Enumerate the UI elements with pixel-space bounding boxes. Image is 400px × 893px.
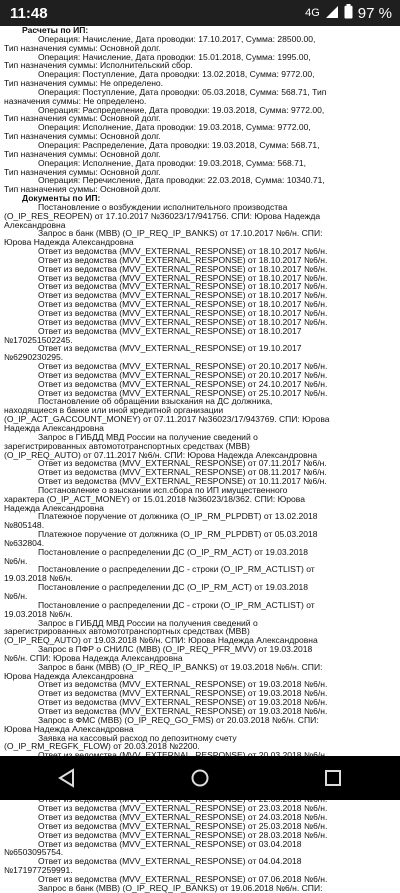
status-bar: [0, 0, 400, 26]
document-line: Юрова Надежда Александровна: [4, 723, 134, 734]
document-line: Ответ из ведомства (MVV_EXTERNAL_RESPONSE) от 19.03.2018 №6/н.: [38, 697, 328, 708]
document-line: Операция: Начисление, Дата проводки: 17.10.2017, Сумма: 28500.00,: [38, 33, 316, 44]
document-line: Запрос в ФМС (МВВ) (O_IP_REQ_GO_FMS) от 20.03.2018 №6/н. СПИ:: [38, 714, 319, 725]
document-line: Операция: Распределение, Дата проводки: 19.03.2018, Сумма: 9772.00,: [38, 104, 325, 115]
document-line: Постановление о распределении ДС (O_IP_RM_ACT) от 19.03.2018: [38, 546, 309, 557]
document-line: 19.03.2018 №6/н.: [4, 573, 73, 584]
document-line: Ответ из ведомства (MVV_EXTERNAL_RESPONSE) от 04.04.2018: [38, 856, 302, 867]
document-line: Ответ из ведомства (MVV_EXTERNAL_RESPONSE) от 18.10.2017 №6/н.: [38, 246, 328, 257]
document-line: Постановление о возбуждении исполнительного производства: [38, 201, 288, 212]
document-line: (O_IP_REQ_AUTO) от 19.03.2018 №6/н. СПИ: Юрова Надежда Александровна: [4, 635, 318, 646]
battery-icon: [344, 4, 353, 22]
document-line: Ответ из ведомства (MVV_EXTERNAL_RESPONSE) от 18.10.2017 №6/н.: [38, 254, 328, 265]
document-line: (O_IP_ACT_GACCOUNT_MONEY) от 07.11.2017 №36023/17/943769. СПИ: Юрова: [4, 414, 330, 425]
document-line: Ответ из ведомства (MVV_EXTERNAL_RESPONSE) от 18.10.2017 №6/н.: [38, 281, 328, 292]
document-line: Ответ из ведомства (MVV_EXTERNAL_RESPONSE) от 07.06.2018 №6/н.: [38, 874, 328, 884]
document-line: (O_IP_RES_REOPEN) от 17.10.2017 №36023/17/941756. СПИ: Юрова Надежда: [4, 210, 321, 221]
status-icons: [305, 0, 392, 26]
document-line: Постановление об обращении взыскания на ДС должника,: [38, 396, 273, 407]
document-line: №170251502245.: [4, 334, 73, 345]
document-line: Надежда Александровна: [4, 502, 104, 513]
document-line: Ответ из ведомства (MVV_EXTERNAL_RESPONSE) от 10.11.2017 №6/н.: [38, 476, 327, 487]
document-line: Александровна: [4, 219, 66, 230]
document-line: Ответ из ведомства (MVV_EXTERNAL_RESPONSE) от 20.10.2017 №6/н.: [38, 361, 328, 372]
document-line: Ответ из ведомства (MVV_EXTERNAL_RESPONSE) от 19.10.2017: [38, 343, 302, 354]
document-line: Ответ из ведомства (MVV_EXTERNAL_RESPONSE) от 18.10.2017: [38, 325, 302, 336]
document-line: Постановление о распределении ДС - строки (O_IP_RM_ACTLIST) от: [38, 599, 315, 610]
document-line: №6/н.: [4, 591, 28, 601]
document-line: №6/н. СПИ: Юрова Надежда Александровна: [4, 652, 183, 663]
document-line: Ответ из ведомства (MVV_EXTERNAL_RESPONSE) от 19.03.2018 №6/н.: [38, 705, 328, 716]
document-line: №6/н.: [4, 555, 28, 566]
document-line: Тип назначения суммы: Основной долг.: [4, 166, 161, 177]
network-type-label: 4G: [305, 7, 320, 19]
battery-percent: 97 %: [357, 4, 392, 22]
back-button[interactable]: [37, 756, 97, 800]
document-line: 19.03.2018 №6/н.: [4, 608, 73, 619]
document-line: Ответ из ведомства (MVV_EXTERNAL_RESPONSE) от 08.11.2017 №6/н.: [38, 467, 327, 478]
document-line: назначения суммы: Не определено.: [4, 95, 147, 106]
document-line: №171977259991.: [4, 865, 73, 876]
document-line: Ответ из ведомства (MVV_EXTERNAL_RESPONSE) от 19.03.2018 №6/н.: [38, 679, 328, 690]
signal-icon: [325, 5, 339, 22]
document-line: Операция: Исполнение, Дата проводки: 19.03.2018, Сумма: 9772.00,: [38, 122, 311, 133]
document-line: Операция: Начисление, Дата проводки: 15.01.2018, Сумма: 1995.00,: [38, 51, 311, 62]
document-line: зарегистрированных автомототранспортных средствах (МВВ): [4, 440, 250, 451]
document-line: Тип назначения суммы: Основной долг.: [4, 42, 161, 53]
document-line: (O_IP_REQ_AUTO) от 07.11.2017 №6/н. СПИ: Юрова Надежда Александровна: [4, 449, 318, 460]
document-line: Операция: Поступление, Дата проводки: 13.02.2018, Сумма: 9772.00,: [38, 69, 315, 80]
document-line: Ответ из ведомства (MVV_EXTERNAL_RESPONSE) от 24.10.2017 №6/н.: [38, 378, 328, 389]
document-line: Ответ из ведомства (MVV_EXTERNAL_RESPONSE) от 28.03.2018 №6/н.: [38, 829, 328, 840]
document-line: Тип назначения суммы: Основной долг.: [4, 184, 161, 195]
document-line: Ответ из ведомства (MVV_EXTERNAL_RESPONSE) от 18.10.2017 №6/н.: [38, 316, 328, 327]
home-circle-icon: [190, 768, 210, 788]
document-line: Запрос в ПФР о СНИЛС (МВВ) (O_IP_REQ_PFR_MVV) от 19.03.2018: [38, 644, 313, 655]
document-line: Операция: Распределение, Дата проводки: 19.03.2018, Сумма: 568.71,: [38, 139, 320, 150]
recents-square-icon: [323, 768, 343, 788]
document-line: №632804.: [4, 537, 45, 548]
document-line: Постановление о распределении ДС - строки (O_IP_RM_ACTLIST) от: [38, 564, 315, 575]
document-line: Ответ из ведомства (MVV_EXTERNAL_RESPONSE) от 25.10.2017 №6/н.: [38, 387, 328, 398]
document-line: Ответ из ведомства (MVV_EXTERNAL_RESPONSE) от 03.04.2018: [38, 838, 302, 849]
document-line: Ответ из ведомства (MVV_EXTERNAL_RESPONSE) от 18.10.2017 №6/н.: [38, 308, 328, 318]
document-line: Операция: Перечисление, Дата проводки: 22.03.2018, Сумма: 10340.71,: [38, 175, 325, 186]
document-line: Тип назначения суммы: Исполнительский сбор.: [4, 60, 193, 71]
document-line: Ответ из ведомства (MVV_EXTERNAL_RESPONSE) от 18.10.2017 №6/н.: [38, 299, 328, 310]
document-line: Ответ из ведомства (MVV_EXTERNAL_RESPONSE) от 18.10.2017 №6/н.: [38, 263, 328, 274]
back-triangle-icon: [57, 768, 77, 788]
document-line: Операция: Поступление, Дата проводки: 05.03.2018, Сумма: 568.71, Тип: [38, 86, 327, 97]
document-line: Запрос в банк (МВВ) (O_IP_REQ_IP_BANKS) от 19.03.2018 №6/н. СПИ:: [38, 661, 323, 672]
document-line: Запрос в банк (МВВ) (O_IP_REQ_IP_BANKS) от 19.06.2018 №6/н. СПИ:: [38, 882, 323, 893]
document-line: Запрос в ГИБДД МВД России на получения сведений о: [38, 617, 258, 628]
document-text-area[interactable]: [0, 25, 400, 893]
document-line: Платежное поручение от должника (O_IP_RM_PLPDBT) от 13.02.2018: [38, 511, 318, 522]
document-line: (O_IP_RM_REGFK_FLOW) от 20.03.2018 №2200.: [4, 741, 200, 752]
document-line: характера (O_IP_ACT_MONEY) от 15.01.2018 №36023/18/362. СПИ: Юрова: [4, 493, 305, 504]
navigation-bar: [0, 756, 400, 800]
document-line: Запрос в ГИБДД МВД России на получение сведений о: [38, 431, 258, 442]
document-line: Ответ из ведомства (MVV_EXTERNAL_RESPONSE) от 20.10.2017 №6/н.: [38, 369, 328, 380]
document-line: Ответ из ведомства (MVV_EXTERNAL_RESPONSE) от 18.10.2017 №6/н.: [38, 290, 328, 301]
status-time: 11:48: [10, 4, 48, 22]
document-line: находящиеся в банке или иной кредитной организации: [4, 405, 224, 416]
document-line: Надежда Александровна: [4, 422, 104, 433]
document-line: №805148.: [4, 520, 45, 531]
document-line: Постановление о распределении ДС (O_IP_RM_ACT) от 19.03.2018: [38, 582, 309, 593]
document-line: Ответ из ведомства (MVV_EXTERNAL_RESPONSE) от 19.03.2018 №6/н.: [38, 688, 328, 699]
document-line: Юрова Надежда Александровна: [4, 670, 134, 681]
home-button[interactable]: [170, 756, 230, 800]
document-line: Операция: Исполнение, Дата проводки: 19.03.2018, Сумма: 568.71,: [38, 157, 306, 168]
document-line: Ответ из ведомства (MVV_EXTERNAL_RESPONSE) от 25.03.2018 №6/н.: [38, 820, 328, 831]
document-line: №6503095754.: [4, 847, 64, 858]
section-heading: Документы по ИП:: [22, 193, 101, 204]
document-line: Постановление о взыскании исп.сбора по ИП имущественного: [38, 484, 288, 495]
document-line: Ответ из ведомства (MVV_EXTERNAL_RESPONSE) от 18.10.2017 №6/н.: [38, 272, 328, 283]
document-line: Тип назначения суммы: Основной долг.: [4, 131, 161, 142]
document-line: Ответ из ведомства (MVV_EXTERNAL_RESPONSE) от 07.11.2017 №6/н.: [38, 458, 327, 469]
document-line: №6290230295.: [4, 352, 64, 363]
document-line: Тип назначения суммы: Основной долг.: [4, 148, 161, 159]
document-line: Заявка на кассовый расход по депозитному счету: [38, 732, 237, 743]
document-line: зарегистрированных автомототранспортных средствах (МВВ): [4, 626, 250, 637]
document-line: Тип назначения суммы: Не определено.: [4, 78, 164, 89]
document-line: Платежное поручение от должника (O_IP_RM_PLPDBT) от 05.03.2018: [38, 529, 318, 540]
document-line: Запрос в банк (МВВ) (O_IP_REQ_IP_BANKS) от 17.10.2017 №6/н. СПИ:: [38, 228, 323, 239]
document-line: Ответ из ведомства (MVV_EXTERNAL_RESPONSE) от 24.03.2018 №6/н.: [38, 812, 328, 823]
recents-button[interactable]: [303, 756, 363, 800]
section-heading: Расчеты по ИП:: [22, 25, 89, 35]
document-line: Юрова Надежда Александровна: [4, 237, 134, 248]
document-line: Тип назначения суммы: Основной долг.: [4, 113, 161, 124]
document-line: Ответ из ведомства (MVV_EXTERNAL_RESPONSE) от 23.03.2018 №6/н.: [38, 803, 328, 814]
